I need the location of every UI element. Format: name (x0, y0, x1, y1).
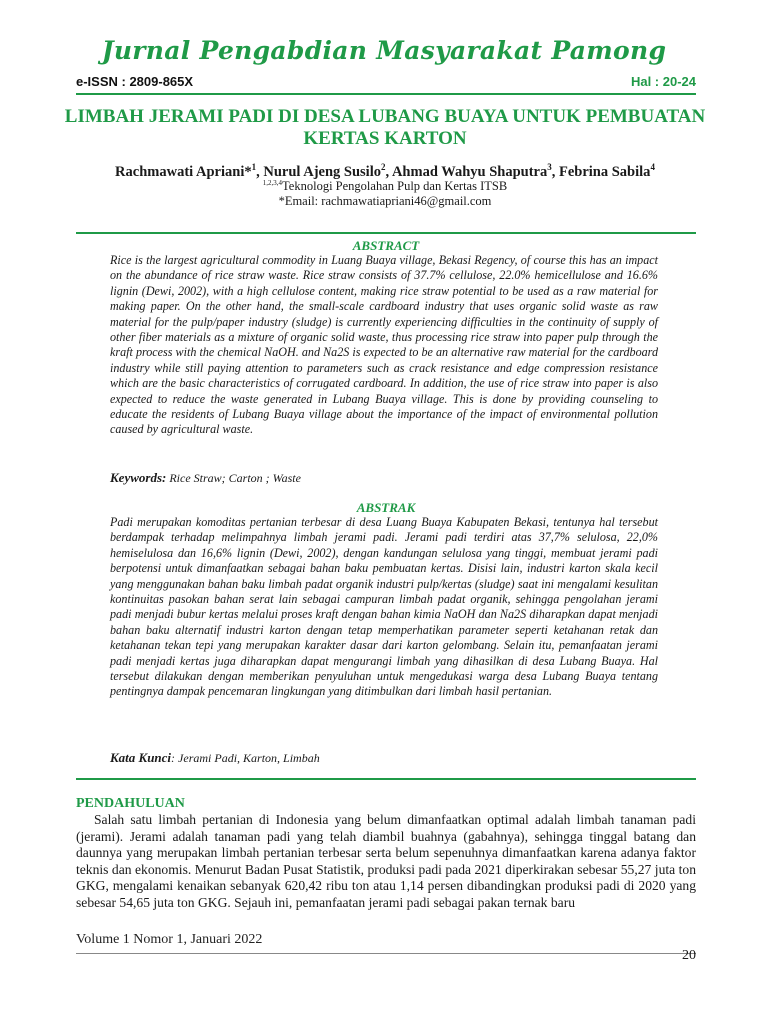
section-heading-pendahuluan: PENDAHULUAN (76, 796, 185, 811)
footer-volume: Volume 1 Nomor 1, Januari 2022 (76, 932, 263, 947)
abstract-top-divider (76, 232, 696, 234)
issn-label: e-ISSN : 2809-865X (76, 74, 194, 89)
author-name: Rachmawati Apriani* (115, 163, 252, 180)
author-affiliation-index: 2 (381, 162, 386, 172)
footer-divider (76, 953, 696, 954)
author-name: Febrina Sabila (558, 163, 651, 180)
journal-name: Jurnal Pengabdian Masyarakat Pamong (101, 36, 667, 65)
kata-kunci-label: Kata Kunci (110, 750, 172, 765)
affiliation-text: Teknologi Pengolahan Pulp dan Kertas ITSB (282, 179, 508, 194)
abstrak-bottom-divider (76, 778, 696, 780)
page-range-label: Hal : 20-24 (630, 74, 696, 89)
author-name: Nurul Ajeng Susilo (263, 163, 381, 180)
author-affiliation-index: 3 (547, 162, 552, 172)
corresponding-email: *Email: rachmawatiapriani46@gmail.com (278, 194, 492, 208)
abstrak-heading: ABSTRAK (356, 500, 416, 515)
keywords-text: Rice Straw; Carton ; Waste (166, 471, 301, 485)
author-name: Ahmad Wahyu Shaputra (391, 163, 548, 180)
affiliation (40, 179, 730, 194)
page-number: 20 (682, 948, 696, 963)
journal-meta-row (76, 74, 696, 92)
keywords-label: Keywords: (110, 470, 167, 485)
author-affiliation-index: 1 (251, 162, 257, 172)
author-affiliation-index: 4 (650, 162, 655, 172)
header-divider (76, 93, 696, 95)
kata-kunci (110, 750, 658, 766)
keywords (110, 470, 658, 486)
paper-title: LIMBAH JERAMI PADI DI DESA LUBANG BUAYA UNTUK PEMBUATAN KERTAS KARTON (64, 106, 706, 149)
affiliation-indices: 1,2,3,4 (262, 179, 283, 187)
intro-paragraph: Salah satu limbah pertanian di Indonesia yang belum dimanfaatkan optimal adalah limbah tanaman padi (jerami). Jerami adalah tanaman padi yang telah diambil buahnya (gabahnya), sehingga tinggal batang dan daunnya yang merupakan limbah pertanian terbesar serta belum sepenuhnya dimanfaatkan karena adanya faktor teknis dan ekonomis. Menurut Badan Pusat Statistik, produksi padi pada 2021 diperkirakan sebesar 55,27 juta ton GKG, mengalami kenaikan sebanyak 620,42 ribu ton atau 1,14 persen dibandingkan produksi padi di 2020 yang sebesar 54,65 juta ton GKG. Sejauh ini, pemanfaatan jerami padi sebagai pakan ternak baru (76, 812, 696, 910)
author-list: Rachmawati Apriani*$^1$, Nurul Ajeng Susilo$^2$, Ahmad Wahyu Shaputra$^3$, Febrina Sabila$^4$ (115, 162, 655, 180)
kata-kunci-text: : Jerami Padi, Karton, Limbah (171, 751, 320, 765)
abstract-heading: ABSTRACT (352, 238, 420, 253)
abstrak-body: Padi merupakan komoditas pertanian terbesar di desa Luang Buaya Kabupaten Bekasi, tentunya hal tersebut berdampak terhadap melimpahnya limbah jerami padi. Jerami padi terdiri atas 37,7% selulosa, 22,0% hemiselulosa dan 16,6% lignin (Dewi, 2002), dengan kandungan selulosa yang tinggi, membuat jerami padi berpotensi untuk dimanfaatkan sebagai bahan baku pembuatan kertas. Disisi lain, industri karton skala kecil yang menggunakan bahan baku limbah padat organik industri pulp/kertas (sludge) saat ini mengalami kesulitan kontinuitas pasokan bahan serat lain sebagai campuran limbah padat organik, sehingga pengolahan jerami padi menjadi bubur kertas melalui proses kraft dengan bahan kimia NaOH dan Na2S diharapkan dapat menjadi bahan baku alternatif industri karton dengan tetap memperhatikan parameter seperti ketahanan retak dan ketahanan tekan tepi yang merupakan karakter dasar dari karton gelombang. Selain itu, pemanfaatan jerami padi menjadi kertas juga diharapkan dapat mengurangi limbah yang dihasilkan di desa Lubang Buaya. Hal tersebut dilakukan dengan memberikan penyuluhan untuk mengedukasi warga desa Lubang Buaya tentang pentingnya dampak pencemaran lingkungan yang ditimbulkan dari limbah hasil pertanian. (110, 515, 658, 699)
abstract-body: Rice is the largest agricultural commodity in Luang Buaya village, Bekasi Regency, of course this has an impact on the abundance of rice straw waste. Rice straw consists of 37.7% cellulose, 22.0% hemicellulose and 16.6% lignin (Dewi, 2002), with a high cellulose content, making rice straw potential to be used as a raw material for making paper. On the other hand, the small-scale cardboard industry that uses organic solid waste as raw material for the pulp/paper industry (sludge) is currently experiencing difficulties in the continuity of supply of other fiber materials as a mixture of organic solid waste, thus processing rice straw into paper pulp through the kraft process with the chemical NaOH. and Na2S is expected to be an alternative raw material for the cardboard industry while still paying attention to parameters such as crack resistance and edge compression resistance which are the basic characteristics of corrugated cardboard. In addition, the use of rice straw into paper is also expected to reduce the waste generated in Lubang Buaya village. This is done by providing counseling to educate the residents of Lubang Buaya village about the importance of the impact of environmental pollution caused by agricultural waste. (110, 253, 658, 437)
